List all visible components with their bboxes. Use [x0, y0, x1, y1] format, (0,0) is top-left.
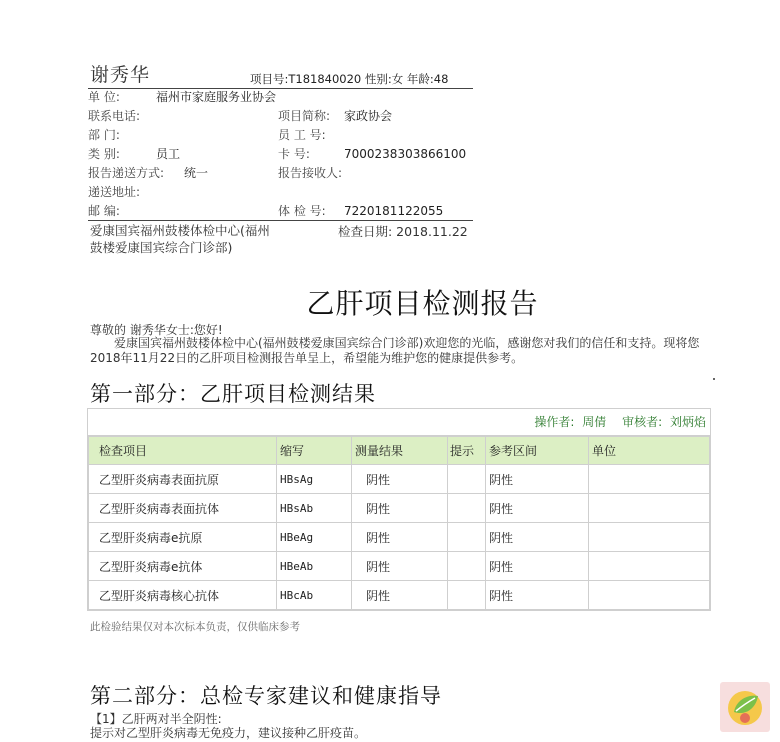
advice-text: 提示对乙型肝炎病毒无免疫力，建议接种乙肝疫苗。 — [90, 726, 367, 740]
info-label-2: 员 工 号: — [278, 128, 326, 142]
col-header: 检查项目 — [89, 437, 277, 465]
cell-abbr: HBsAb — [277, 494, 352, 523]
check-date: 检查日期: 2018.11.22 — [338, 224, 468, 239]
info-value-2: 7000238303866100 — [344, 147, 467, 161]
cell-unit — [589, 581, 710, 610]
info-label-2: 项目简称: — [278, 109, 331, 123]
cell-ref: 阴性 — [486, 523, 589, 552]
info-block — [88, 88, 488, 221]
result-table — [88, 436, 710, 610]
info-value: 统一 — [184, 166, 209, 180]
cell-abbr: HBeAb — [277, 552, 352, 581]
info-row — [88, 202, 488, 221]
table-header-row — [89, 437, 710, 465]
operator-name: 周倩 — [582, 415, 607, 429]
cell-item: 乙型肝炎病毒e抗原 — [89, 523, 277, 552]
info-row — [88, 164, 488, 183]
info-value: 员工 — [156, 147, 181, 161]
info-label-2: 体 检 号: — [278, 204, 326, 218]
cell-hint — [448, 465, 486, 494]
info-row — [88, 145, 488, 164]
header-rule-bottom — [88, 220, 473, 221]
info-row — [88, 183, 488, 202]
info-label: 递送地址: — [88, 185, 141, 199]
leaf-logo-icon — [720, 682, 770, 732]
table-row — [89, 552, 710, 581]
cell-ref: 阴性 — [486, 494, 589, 523]
cell-unit — [589, 494, 710, 523]
info-value-2: 家政协会 — [344, 109, 393, 123]
info-label: 联系电话: — [88, 109, 141, 123]
cell-item: 乙型肝炎病毒核心抗体 — [89, 581, 277, 610]
col-header: 提示 — [448, 437, 486, 465]
cell-ref: 阴性 — [486, 581, 589, 610]
cell-unit — [589, 552, 710, 581]
leaf-logo-svg — [720, 682, 770, 732]
cell-hint — [448, 523, 486, 552]
cell-result: 阴性 — [352, 581, 448, 610]
cell-ref: 阴性 — [486, 465, 589, 494]
cell-hint — [448, 552, 486, 581]
col-header: 缩写 — [277, 437, 352, 465]
col-header: 参考区间 — [486, 437, 589, 465]
cell-abbr: HBcAb — [277, 581, 352, 610]
section1-title: 第一部分：乙肝项目检测结果 — [90, 382, 376, 406]
report-title: 乙肝项目检测报告 — [306, 287, 539, 320]
intro-paragraph: 爱康国宾福州鼓楼体检中心(福州鼓楼爱康国宾综合门诊部)欢迎您的光临，感谢您对我们的信任和支持。现将您2018年11月22日的乙肝项目检测报告单呈上，希望能为维护您的健康提供参考。 — [90, 336, 700, 365]
cell-result: 阴性 — [352, 552, 448, 581]
info-label: 邮 编: — [88, 204, 120, 218]
patient-meta: 项目号:T181840020 性别:女 年龄:48 — [250, 72, 449, 86]
cell-unit — [589, 465, 710, 494]
info-label-2: 卡 号: — [278, 147, 310, 161]
table-row — [89, 494, 710, 523]
operators-line — [88, 409, 710, 436]
center-name: 爱康国宾福州鼓楼体检中心(福州鼓楼爱康国宾综合门诊部) — [90, 223, 270, 255]
section2-title: 第二部分：总检专家建议和健康指导 — [90, 684, 442, 708]
info-row — [88, 107, 488, 126]
col-header: 单位 — [589, 437, 710, 465]
info-value: 福州市家庭服务业协会 — [156, 90, 277, 104]
stray-dot — [713, 378, 715, 380]
reviewer-label: 审核者: — [622, 415, 663, 429]
patient-name: 谢秀华 — [90, 64, 151, 86]
info-row — [88, 88, 488, 107]
table-row — [89, 523, 710, 552]
info-label: 单 位: — [88, 90, 120, 104]
cell-item: 乙型肝炎病毒e抗体 — [89, 552, 277, 581]
info-label: 类 别: — [88, 147, 120, 161]
cell-item: 乙型肝炎病毒表面抗原 — [89, 465, 277, 494]
operator-label: 操作者: — [534, 415, 575, 429]
cell-result: 阴性 — [352, 465, 448, 494]
col-header: 测量结果 — [352, 437, 448, 465]
info-label-2: 报告接收人: — [278, 166, 343, 180]
cell-unit — [589, 523, 710, 552]
result-table-box — [87, 408, 711, 611]
table-note: 此检验结果仅对本次标本负责，仅供临床参考 — [90, 621, 300, 633]
advice-title: 【1】乙肝两对半全阴性: — [90, 712, 222, 726]
cell-ref: 阴性 — [486, 552, 589, 581]
cell-result: 阴性 — [352, 494, 448, 523]
greeting: 尊敬的 谢秀华女士:您好! — [90, 323, 223, 337]
table-row — [89, 581, 710, 610]
info-label: 报告递送方式: — [88, 166, 165, 180]
cell-hint — [448, 494, 486, 523]
info-label: 部 门: — [88, 128, 120, 142]
table-row — [89, 465, 710, 494]
cell-hint — [448, 581, 486, 610]
info-value-2: 7220181122055 — [344, 204, 444, 218]
cell-abbr: HBsAg — [277, 465, 352, 494]
cell-item: 乙型肝炎病毒表面抗体 — [89, 494, 277, 523]
cell-result: 阴性 — [352, 523, 448, 552]
info-row — [88, 126, 488, 145]
cell-abbr: HBeAg — [277, 523, 352, 552]
reviewer-name: 刘炳焰 — [669, 415, 706, 429]
